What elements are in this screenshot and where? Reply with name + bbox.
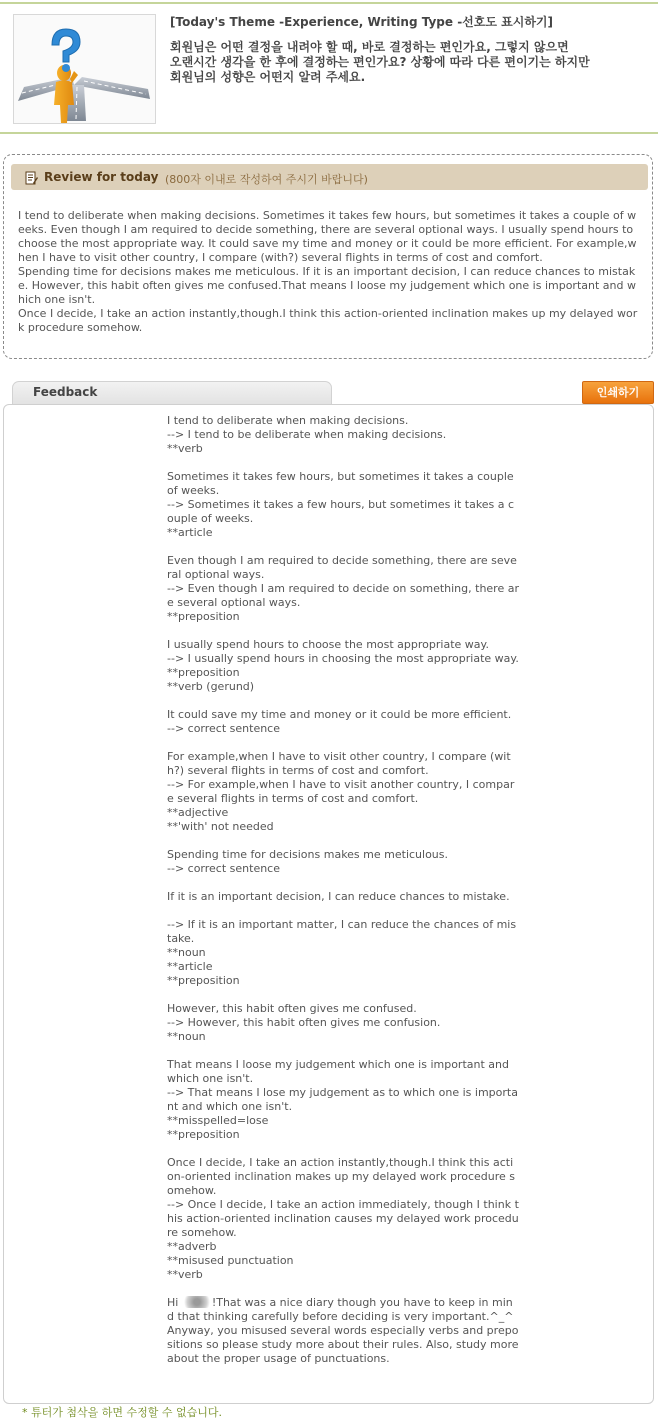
- memo-icon: [25, 170, 38, 184]
- theme-question: 회원님은 어떤 결정을 내려야 할 때, 바로 결정하는 편인가요, 그렇지 않으면 오랜시간 생각을 한 후에 결정하는 편인가요? 상황에 따라 다른 편이기는 하지만 회원님의 성향은 어떤지 알려 주세요.: [170, 40, 590, 84]
- review-text: I tend to deliberate when making decisions. Sometimes it takes few hours, but sometimes it takes a couple of weeks. Even though I am required to decide something, there are several optional ways. I usually spend hours to choose the most appropriate way. It could save my time and money or it could be more efficient. For example,when I have to visit other country, I compare (with?) several flights in terms of cost and comfort. Spending time for decisions makes me meticulous. If it is an important decision, I can reduce chances to mistake. However, this habit often gives me confused.That means I loose my judgement which one is important and which one isn't. Once I decide, I take an action instantly,though.I think this action-oriented inclination makes up my delayed work procedure somehow.: [18, 209, 638, 334]
- print-button[interactable]: 인쇄하기: [582, 381, 654, 404]
- blurred-username: [182, 1296, 212, 1308]
- header-bottom-divider: [0, 132, 658, 134]
- question-figure-icon: [14, 15, 155, 123]
- theme-image: [13, 14, 156, 124]
- review-title: Review for today: [44, 170, 159, 184]
- tutor-edit-note: * 튜터가 첨삭을 하면 수정할 수 없습니다.: [22, 1406, 222, 1419]
- feedback-text: [167, 414, 523, 1366]
- review-length-note: (800자 이내로 작성하여 주시기 바랍니다): [165, 173, 368, 186]
- closing-greeting: Hi: [167, 1296, 182, 1309]
- theme-title: [Today's Theme -Experience, Writing Type -선호도 표시하기]: [170, 15, 553, 29]
- closing-comment: !That was a nice diary though you have to keep in mind that thinking carefully before deciding is very important.^_^ Anyway, you misused several words especially verbs and prepositions so please study more about their rules. Also, study more about the proper usage of punctuations.: [167, 1296, 523, 1365]
- header-top-divider: [0, 2, 658, 4]
- tab-feedback-label[interactable]: Feedback: [33, 385, 98, 399]
- feedback-corrections: I tend to deliberate when making decisions. --> I tend to be deliberate when making decisions. **verb Sometimes it takes few hours, but sometimes it takes a couple of weeks. --> Sometimes it takes a few hours, but sometimes it takes a couple of weeks. **article Even though I am required to decide something, there are several optional ways. --> Even though I am required to decide on something, there are several optional ways. **preposition I usually spend hours to choose the most appropriate way. --> I usually spend hours in choosing the most appropriate way. **preposition **verb (gerund) It could save my time and money or it could be more efficient. --> correct sentence For example,when I have to visit other country, I compare (with?) several flights in terms of cost and comfort. --> For example,when I have to visit another country, I compare several flights in terms of cost and comfort. **adjective **'with' not needed Spending time for decisions makes me meticulous. --> correct sentence If it is an important decision, I can reduce chances to mistake. --> If it is an important matter, I can reduce the chances of mistake. **noun **article **preposition However, this habit often gives me confused. --> However, this habit often gives me confusion. **noun That means I loose my judgement which one is important and which one isn't. --> That means I lose my judgement as to which one is important and which one isn't. **misspelled=lose **preposition Once I decide, I take an action instantly,though.I think this action-oriented inclination makes up my delayed work procedure somehow. --> Once I decide, I take an action immediately, though I think this action-oriented inclination causes my delayed work procedure somehow. **adverb **misused punctuation **verb: [167, 414, 519, 1281]
